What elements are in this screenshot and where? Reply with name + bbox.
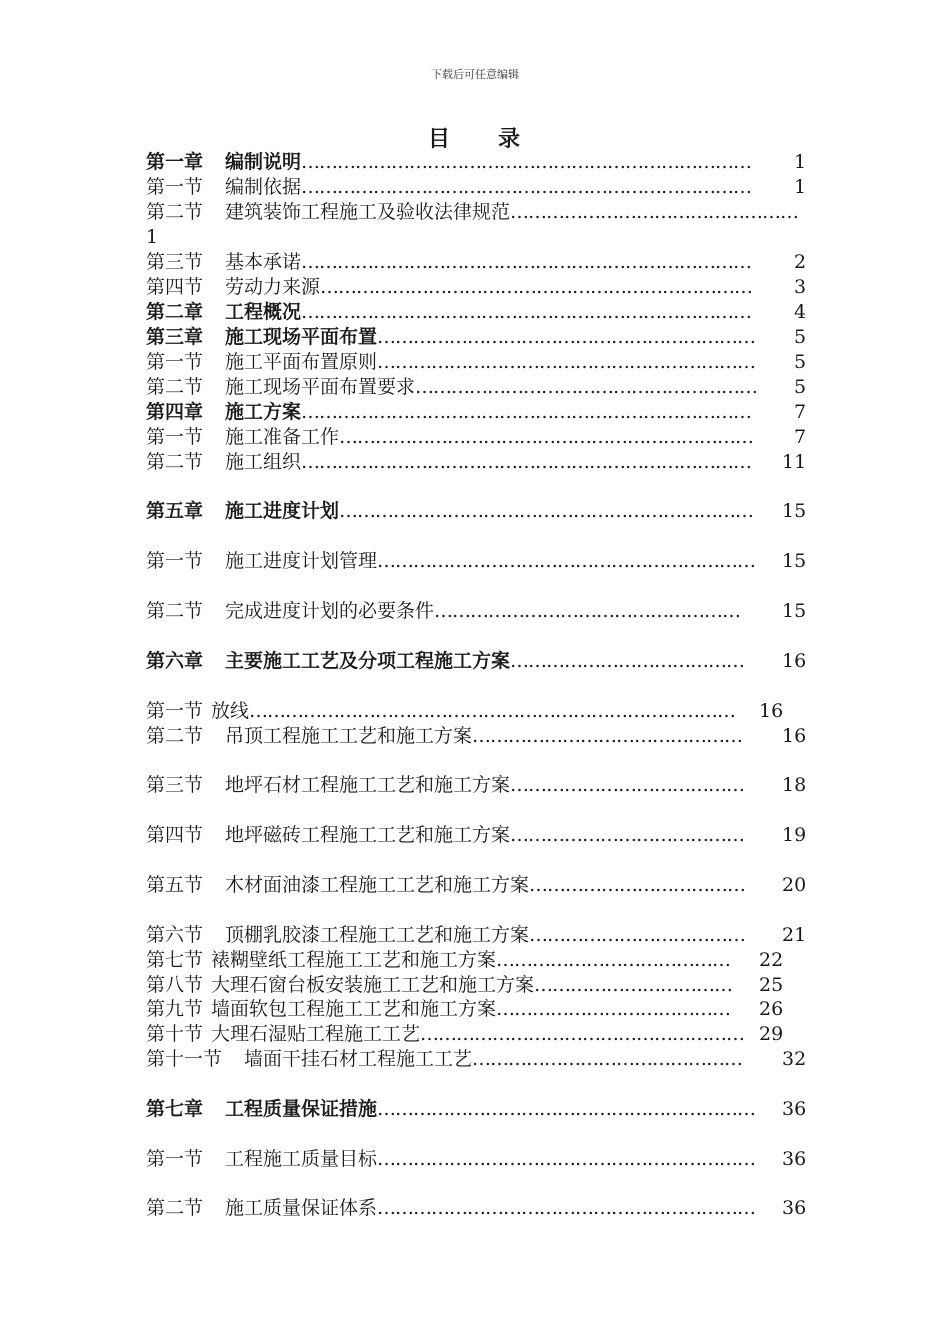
toc-page-number: 16 <box>759 700 784 722</box>
toc-page-number: 15 <box>782 600 807 622</box>
toc-page-number: 25 <box>759 974 784 996</box>
toc-section-entry[interactable] <box>146 698 784 724</box>
toc-page-number: 16 <box>782 725 807 747</box>
toc-entry-title: 基本承诺 <box>225 251 302 273</box>
toc-dot-leader: ………………………………… <box>510 774 745 796</box>
toc-page-number: 15 <box>782 500 807 522</box>
toc-page-number: 4 <box>794 301 807 323</box>
toc-entry-title: 顶棚乳胶漆工程施工工艺和施工方案 <box>225 924 530 946</box>
toc-page-number: 5 <box>794 326 807 348</box>
toc-entry-title: 工程施工质量目标 <box>225 1148 378 1170</box>
toc-section-entry[interactable] <box>146 199 798 225</box>
toc-entry-label: 第十一节 <box>146 1048 223 1070</box>
toc-dot-leader: ………………………………………………… <box>415 376 758 398</box>
toc-dot-leader: ………………………………………………………………… <box>301 151 752 173</box>
toc-entry-label: 第六节 <box>146 924 204 946</box>
toc-dot-leader: ……………………………………………………… <box>377 1197 756 1219</box>
toc-chapter-entry[interactable] <box>146 648 807 674</box>
toc-section-entry[interactable] <box>146 598 807 624</box>
toc-entry-label: 第四节 <box>146 276 204 298</box>
toc-section-entry[interactable] <box>146 996 784 1022</box>
toc-entry-title: 编制依据 <box>225 176 302 198</box>
toc-section-entry[interactable] <box>146 922 807 948</box>
toc-entry-title: 放线 <box>211 700 250 722</box>
toc-entry-title: 大理石窗台板安装施工工艺和施工方案 <box>211 974 535 996</box>
toc-section-entry[interactable] <box>146 249 807 275</box>
header-note: 下载后可任意编辑 <box>431 68 519 81</box>
toc-chapter-entry[interactable] <box>146 498 807 524</box>
toc-section-entry[interactable] <box>146 723 807 749</box>
toc-entry-title: 施工进度计划 <box>225 500 340 522</box>
toc-dot-leader: ……………………………………………………… <box>377 326 756 348</box>
toc-dot-leader: ……………………………… <box>529 874 746 896</box>
toc-dot-leader: …………………………………………………………… <box>339 426 754 448</box>
toc-entry-title: 施工方案 <box>225 401 302 423</box>
toc-page-number: 18 <box>782 774 807 796</box>
toc-dot-leader: ……………………………………………………… <box>377 550 756 572</box>
toc-entry-title: 墙面干挂石材工程施工工艺 <box>244 1048 473 1070</box>
toc-section-entry[interactable] <box>146 548 807 574</box>
toc-page-number: 29 <box>759 1023 784 1045</box>
toc-entry-label: 第二节 <box>146 201 204 223</box>
toc-entry-title: 施工平面布置原则 <box>225 351 378 373</box>
toc-section-entry[interactable] <box>146 947 784 973</box>
toc-entry-label: 第二节 <box>146 376 204 398</box>
toc-section-entry[interactable] <box>146 872 807 898</box>
toc-entry-label: 第二节 <box>146 600 204 622</box>
toc-page-number: 7 <box>794 401 807 423</box>
toc-entry-label: 第二节 <box>146 451 204 473</box>
toc-entry-label: 第二章 <box>146 301 204 323</box>
toc-entry-label: 第一章 <box>146 151 204 173</box>
toc-entry-title: 施工准备工作 <box>225 426 340 448</box>
toc-entry-title: 地坪磁砖工程施工工艺和施工方案 <box>225 824 511 846</box>
toc-entry-title: 工程质量保证措施 <box>225 1098 378 1120</box>
toc-entry-label: 第四章 <box>146 401 204 423</box>
toc-entry-title: 施工进度计划管理 <box>225 550 378 572</box>
toc-entry-label: 第六章 <box>146 650 204 672</box>
toc-section-entry[interactable] <box>146 772 807 798</box>
toc-entry-title: 裱糊壁纸工程施工工艺和施工方案 <box>211 949 497 971</box>
toc-section-entry[interactable] <box>146 822 807 848</box>
toc-chapter-entry[interactable] <box>146 1096 807 1122</box>
toc-page-number: 1 <box>794 176 807 198</box>
toc-section-entry[interactable] <box>146 274 807 300</box>
toc-page-number: 3 <box>794 276 807 298</box>
toc-title-left: 目 <box>427 126 452 152</box>
toc-entry-label: 第一节 <box>146 1148 204 1170</box>
toc-dot-leader: ……………………………………………………………… <box>320 276 753 298</box>
toc-dot-leader: ………………………………… <box>510 824 745 846</box>
toc-entry-title: 编制说明 <box>225 151 302 173</box>
toc-entry-title: 大理石湿贴工程施工工艺 <box>211 1023 421 1045</box>
toc-page-number: 2 <box>794 251 807 273</box>
toc-entry-label: 第二节 <box>146 1197 204 1219</box>
toc-page-number: 20 <box>782 874 807 896</box>
toc-entry-label: 第七节 <box>146 949 204 971</box>
toc-page-number: 7 <box>794 426 807 448</box>
toc-entry-title: 劳动力来源 <box>225 276 321 298</box>
toc-entry-title: 木材面油漆工程施工工艺和施工方案 <box>225 874 530 896</box>
toc-dot-leader: ………………………………… <box>496 998 731 1020</box>
toc-dot-leader: ………………………………………………………………… <box>301 401 752 423</box>
toc-section-entry[interactable] <box>146 1046 807 1072</box>
toc-entry-title: 工程概况 <box>225 301 302 323</box>
toc-section-entry[interactable] <box>146 424 807 450</box>
toc-entry-label: 第一节 <box>146 351 204 373</box>
toc-entry-title: 建筑装饰工程施工及验收法律规范 <box>225 201 511 223</box>
toc-dot-leader: ………………………………… <box>496 949 731 971</box>
toc-dot-leader: ……………………………………… <box>472 725 743 747</box>
toc-entry-title: 墙面软包工程施工工艺和施工方案 <box>211 998 497 1020</box>
toc-entry-label: 第九节 <box>146 998 204 1020</box>
toc-dot-leader: ……………………………………………………… <box>377 1098 756 1120</box>
toc-page-number: 1 <box>794 151 807 173</box>
toc-page-number: 16 <box>782 650 807 672</box>
toc-entry-label: 第一节 <box>146 176 204 198</box>
toc-page-number: 11 <box>782 451 807 473</box>
toc-section-entry[interactable] <box>146 374 807 400</box>
toc-section-entry[interactable] <box>146 972 784 998</box>
toc-entry-label: 第三节 <box>146 251 204 273</box>
toc-page-number: 15 <box>782 550 807 572</box>
toc-page-number: 19 <box>782 824 807 846</box>
toc-entry-label: 第一节 <box>146 426 204 448</box>
toc-entry-label: 第五章 <box>146 500 204 522</box>
toc-dot-leader: ………………………………………………………………… <box>301 301 752 323</box>
toc-entry-label: 第三章 <box>146 326 204 348</box>
toc-page-number: 32 <box>782 1048 807 1070</box>
toc-title-right: 录 <box>498 126 523 152</box>
toc-dot-leader: ……………………………………………………… <box>377 351 756 373</box>
toc-entry-label: 第十节 <box>146 1023 204 1045</box>
toc-dot-leader: ………………………………………………………………… <box>301 251 752 273</box>
toc-entry-label: 第七章 <box>146 1098 204 1120</box>
toc-page-number: 5 <box>794 376 807 398</box>
toc-dot-leader: ……………………………………………………………………… <box>249 700 736 722</box>
toc-entry-label: 第二节 <box>146 725 204 747</box>
toc-section-entry[interactable] <box>146 349 807 375</box>
toc-dot-leader: ………………………………………………………………… <box>301 176 752 198</box>
toc-dot-leader: ……………………………………… <box>472 1048 743 1070</box>
toc-page-number: 36 <box>782 1197 807 1219</box>
toc-section-entry[interactable] <box>146 449 807 475</box>
toc-entry-label: 第三节 <box>146 774 204 796</box>
toc-entry-title: 主要施工工艺及分项工程施工方案 <box>225 650 511 672</box>
toc-entry-label: 第一节 <box>146 550 204 572</box>
toc-dot-leader: …………………………………………………………… <box>339 500 754 522</box>
toc-page-number: 22 <box>759 949 784 971</box>
toc-page-number: 26 <box>759 998 784 1020</box>
toc-entry-title: 施工组织 <box>225 451 302 473</box>
toc-section-entry[interactable] <box>146 1195 807 1221</box>
toc-entry-label: 第八节 <box>146 974 204 996</box>
toc-dot-leader: …………………………………………… <box>434 600 741 622</box>
toc-section-entry[interactable] <box>146 1021 784 1047</box>
toc-dot-leader: ………………………………………… <box>510 201 799 223</box>
toc-page-number: 1 <box>146 226 159 248</box>
toc-entry-title: 完成进度计划的必要条件 <box>225 600 435 622</box>
toc-entry-title: 地坪石材工程施工工艺和施工方案 <box>225 774 511 796</box>
toc-page-number: 36 <box>782 1098 807 1120</box>
toc-entry-label: 第一节 <box>146 700 204 722</box>
toc-section-entry[interactable] <box>146 1146 807 1172</box>
toc-entry-title: 吊顶工程施工工艺和施工方案 <box>225 725 473 747</box>
toc-entry-label: 第五节 <box>146 874 204 896</box>
toc-dot-leader: ………………………………… <box>510 650 745 672</box>
toc-dot-leader: ………………………………………………………………… <box>301 451 752 473</box>
toc-chapter-entry[interactable] <box>146 399 807 425</box>
toc-page-number: 5 <box>794 351 807 373</box>
toc-entry-title: 施工现场平面布置要求 <box>225 376 416 398</box>
toc-dot-leader: ……………………………………………… <box>420 1023 745 1045</box>
toc-chapter-entry[interactable] <box>146 299 807 325</box>
toc-dot-leader: …………………………… <box>534 974 733 996</box>
toc-section-entry[interactable] <box>146 174 807 200</box>
toc-dot-leader: ……………………………………………………… <box>377 1148 756 1170</box>
toc-page-number: 21 <box>782 924 807 946</box>
toc-chapter-entry[interactable] <box>146 149 807 175</box>
toc-dot-leader: ……………………………… <box>529 924 746 946</box>
toc-page-number: 36 <box>782 1148 807 1170</box>
toc-chapter-entry[interactable] <box>146 324 807 350</box>
toc-entry-title: 施工现场平面布置 <box>225 326 378 348</box>
toc-entry-label: 第四节 <box>146 824 204 846</box>
toc-entry-title: 施工质量保证体系 <box>225 1197 378 1219</box>
